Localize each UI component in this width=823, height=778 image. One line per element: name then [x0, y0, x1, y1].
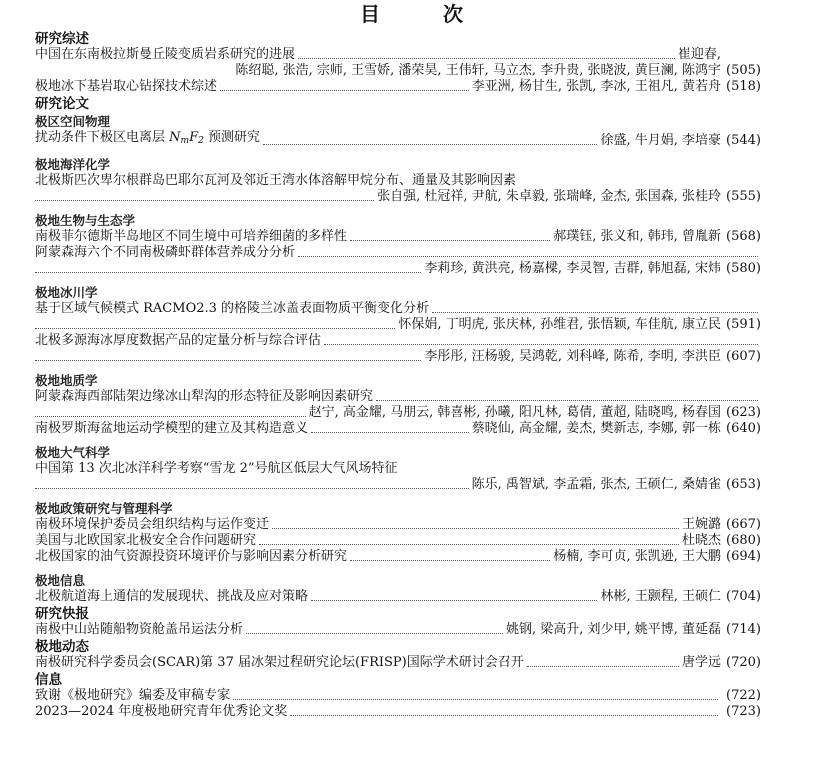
- entry-title: 中国在东南极拉斯曼丘陵变质岩系研究的进展: [35, 47, 296, 62]
- category-polar-information: 极地信息: [35, 573, 86, 588]
- entry-title: 南极环境保护委员会组织结构与运作变迁: [35, 517, 270, 532]
- entry-title: 阿蒙森海六个不同南极磷虾群体营养成分分析: [35, 245, 296, 260]
- category-space-physics: 极区空间物理: [35, 114, 111, 129]
- toc-entry[interactable]: [35, 173, 761, 205]
- entry-title: 北极国家的油气资源投资环境评价与影响因素分析研究: [35, 549, 348, 564]
- entry-page: (714): [726, 622, 761, 637]
- entry-title: 中国第 13 次北冰洋科学考察“雪龙 2”号航区低层大气风场特征: [35, 461, 398, 476]
- toc-entry[interactable]: [35, 655, 761, 671]
- leader-dots: [527, 665, 679, 667]
- entry-title: 北极航道海上通信的发展现状、挑战及应对策略: [35, 589, 309, 604]
- leader-dots: [35, 359, 421, 361]
- section-papers: 研究论文: [35, 96, 89, 112]
- entry-title: 南极罗斯海盆地运动学模型的建立及其构造意义: [35, 421, 309, 436]
- toc-entry[interactable]: [35, 47, 761, 79]
- entry-page: (591): [726, 317, 761, 332]
- entry-title: 南极中山站随船物资舱盖吊运法分析: [35, 622, 244, 637]
- entry-authors: 陈绍聪, 张浩, 宗师, 王雪娇, 潘荣昊, 王伟轩, 马立杰, 李升贵, 张晓波, 黄巨澜, 陈鸿宇: [235, 63, 721, 78]
- entry-authors: 怀保娟, 丁明虎, 张庆林, 孙维君, 张悟颖, 车佳航, 康立民: [398, 317, 721, 332]
- toc-entry[interactable]: [35, 533, 761, 549]
- entry-title: 北极多源海冰厚度数据产品的定量分析与综合评估: [35, 333, 322, 348]
- leader-dots: [263, 143, 598, 145]
- leader-dots: [272, 527, 679, 529]
- entry-page: (694): [726, 549, 761, 564]
- entry-page: (607): [726, 349, 761, 364]
- toc-entry[interactable]: [35, 333, 761, 365]
- entry-authors: 蔡晓仙, 高金耀, 姜杰, 樊新志, 李娜, 郭一栋: [471, 421, 721, 436]
- leader-dots: [432, 311, 758, 313]
- entry-page: (518): [726, 79, 761, 94]
- section-express: 研究快报: [35, 606, 89, 622]
- category-biology-ecology: 极地生物与生态学: [35, 213, 136, 228]
- entry-authors: 杜晓杰: [681, 533, 721, 548]
- toc-entry[interactable]: [35, 688, 761, 704]
- leader-dots: [35, 327, 395, 329]
- entry-authors: 赵宁, 高金耀, 马朋云, 韩喜彬, 孙曦, 阳凡林, 葛倩, 董超, 陆晓鸣, 杨春国: [308, 405, 721, 420]
- toc-entry[interactable]: [35, 549, 761, 565]
- leader-dots: [311, 431, 469, 433]
- leader-dots: [35, 271, 421, 273]
- leader-dots: [311, 599, 597, 601]
- toc-entry[interactable]: [35, 589, 761, 605]
- entry-authors: 陈乐, 禹智斌, 李孟霜, 张杰, 王硕仁, 桑婧雀: [471, 477, 721, 492]
- formula: $N_mF_2$: [169, 130, 204, 146]
- entry-title: 2023—2024 年度极地研究青年优秀论文奖: [35, 704, 288, 719]
- entry-authors: 杨楠, 李可贞, 张凯逊, 王大鹏: [553, 549, 721, 564]
- entry-page: (720): [726, 655, 761, 670]
- toc-entry[interactable]: [35, 421, 761, 437]
- entry-authors: 郝璞钰, 张义和, 韩玮, 曾胤新: [553, 229, 721, 244]
- section-review: 研究综述: [35, 31, 89, 47]
- leader-dots: [35, 199, 374, 201]
- category-atmospheric-science: 极地大气科学: [35, 445, 111, 460]
- leader-dots: [290, 714, 718, 716]
- leader-dots: [35, 415, 306, 417]
- page-title: 目 次: [360, 2, 491, 26]
- toc-entry[interactable]: [35, 130, 761, 149]
- leader-dots: [376, 399, 758, 401]
- toc-entry[interactable]: [35, 79, 761, 95]
- entry-page: (653): [726, 477, 761, 492]
- entry-title: 北极斯匹次卑尔根群岛巴耶尔瓦河及邻近王湾水体溶解甲烷分布、通量及其影响因素: [35, 173, 517, 188]
- category-glaciology: 极地冰川学: [35, 285, 98, 300]
- entry-authors: 张自强, 杜冠祥, 尹航, 朱卓毅, 张瑞峰, 金杰, 张国森, 张桂玲: [377, 189, 721, 204]
- entry-page: (704): [726, 589, 761, 604]
- toc-entry[interactable]: [35, 301, 761, 333]
- toc-entry[interactable]: [35, 245, 761, 277]
- entry-authors: 姚钢, 梁高升, 刘少甲, 姚平博, 董延磊: [505, 622, 721, 637]
- entry-page: (505): [726, 63, 761, 78]
- leader-dots: [350, 559, 550, 561]
- leader-dots: [324, 343, 758, 345]
- entry-page: (667): [726, 517, 761, 532]
- toc-entry[interactable]: [35, 517, 761, 533]
- leader-dots: [350, 239, 550, 241]
- entry-title: 基于区域气候模式 RACMO2.3 的格陵兰冰盖表面物质平衡变化分析: [35, 301, 430, 316]
- entry-page: (568): [726, 229, 761, 244]
- section-info: 信息: [35, 672, 62, 688]
- toc-entry[interactable]: [35, 461, 761, 493]
- entry-title: 扰动条件下极区电离层 $N_mF_2$ 预测研究: [35, 130, 260, 146]
- category-geology: 极地地质学: [35, 373, 98, 388]
- leader-dots: [298, 255, 758, 257]
- entry-title: 阿蒙森海西部陆架边缘冰山犁沟的形态特征及影响因素研究: [35, 389, 374, 404]
- leader-dots: [233, 698, 718, 700]
- table-of-contents: [0, 31, 823, 720]
- entry-authors: 崔迎春,: [677, 47, 721, 62]
- entry-page: (722): [726, 688, 761, 703]
- entry-title: 南极研究科学委员会(SCAR)第 37 届冰架过程研究论坛(FRISP)国际学术研讨会召开: [35, 655, 524, 670]
- entry-authors: 王婉潞: [681, 517, 721, 532]
- toc-entry[interactable]: [35, 704, 761, 720]
- toc-entry[interactable]: [35, 229, 761, 245]
- entry-authors: 李彤彤, 汪杨骏, 吴鸿乾, 刘科峰, 陈希, 李明, 李洪臣: [424, 349, 721, 364]
- entry-authors: 徐盛, 牛月娟, 李培豪: [600, 133, 721, 148]
- entry-authors: 李亚洲, 杨甘生, 张凯, 李冰, 王祖凡, 黄若舟: [471, 79, 721, 94]
- entry-page: (555): [726, 189, 761, 204]
- entry-page: (723): [726, 704, 761, 719]
- entry-authors: 李莉珍, 黄洪亮, 杨嘉樑, 李灵智, 吉群, 韩旭磊, 宋炜: [424, 261, 721, 276]
- leader-dots: [259, 543, 679, 545]
- entry-page: (580): [726, 261, 761, 276]
- toc-entry[interactable]: [35, 389, 761, 421]
- leader-dots: [35, 487, 469, 489]
- entry-page: (640): [726, 421, 761, 436]
- entry-title: 美国与北欧国家北极安全合作问题研究: [35, 533, 257, 548]
- category-ocean-chemistry: 极地海洋化学: [35, 157, 111, 172]
- entry-page: (680): [726, 533, 761, 548]
- entry-authors: 林彬, 王颢程, 王硕仁: [600, 589, 721, 604]
- entry-title: 致谢《极地研究》编委及审稿专家: [35, 688, 231, 703]
- leader-dots: [298, 57, 675, 59]
- entry-authors: 唐学远: [681, 655, 721, 670]
- toc-entry[interactable]: [35, 622, 761, 638]
- entry-page: (623): [726, 405, 761, 420]
- section-news: 极地动态: [35, 639, 89, 655]
- entry-title: 极地冰下基岩取心钻探技术综述: [35, 79, 218, 94]
- entry-page: (544): [726, 133, 761, 148]
- entry-title: 南极菲尔德斯半岛地区不同生境中可培养细菌的多样性: [35, 229, 348, 244]
- category-policy-management: 极地政策研究与管理科学: [35, 501, 173, 516]
- leader-dots: [246, 632, 503, 634]
- leader-dots: [220, 89, 469, 91]
